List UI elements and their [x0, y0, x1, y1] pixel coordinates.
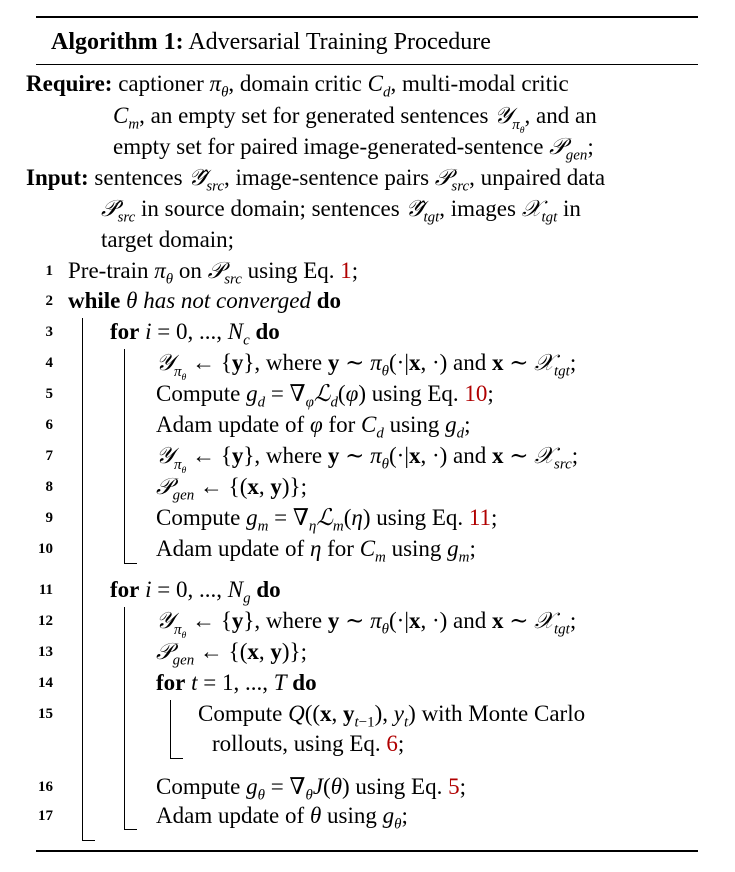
for-block-bar-1 [124, 349, 137, 564]
step-12: 𝒴$_{\pi_\theta}$ ← {y}, where y ∼ $\pi_\theta(\cdot|x$, ·) and x ∼ 𝒳$_{tgt}$; [156, 608, 577, 641]
require-line-1: Require: captioner $\pi_\theta$, domain critic $C_d$, multi-modal critic [26, 71, 569, 101]
line-number: 10 [38, 541, 53, 557]
line-number: 8 [45, 479, 53, 495]
step-14: for t = 1, ..., T do [156, 670, 317, 695]
for-block-bar-3 [170, 700, 183, 759]
algorithm-title [51, 29, 491, 56]
step-2: while θ has not converged do [68, 288, 342, 313]
line-number: 16 [38, 779, 53, 795]
input-line-2: $𝒫́_{src}$ in source domain; sentences $𝒴̂_{tgt}$, images 𝒳$_{tgt}$ in [101, 196, 581, 226]
step-15-line-1: Compute Q((x, $y_{t-1}$), $y_t$) with Monte Carlo [198, 701, 586, 731]
line-number: 17 [38, 808, 53, 824]
require-keyword: Require: [26, 71, 113, 96]
line-number: 7 [45, 448, 53, 464]
line-number: 3 [45, 324, 53, 340]
line-number: 2 [45, 293, 53, 309]
step-10: Adam update of η for $C_m$ using $g_m$; [156, 536, 476, 566]
step-11: for i = 0, ..., $N_g$ do [110, 577, 281, 607]
while-block-bar [82, 318, 95, 841]
bottom-rule [36, 850, 698, 852]
step-16: Compute $g_\theta = \nabla_\theta J(\theta)$ using Eq. 5; [156, 774, 466, 804]
step-9: Compute $g_m$ = $\nabla_\eta ℒ_m(\eta)$ using Eq. 11; [156, 505, 498, 535]
for-block-bar-2 [124, 607, 137, 830]
line-number: 12 [38, 613, 53, 629]
input-line-3: target domain; [101, 227, 235, 252]
require-line-3: empty set for paired image-generated-sentence 𝒫$_{gen}$; [113, 134, 594, 164]
step-7: 𝒴$_{\pi_\theta}$ ← {y}, where y ∼ $\pi_\theta(\cdot|x$, ·) and x ∼ 𝒳$_{src}$; [156, 443, 579, 476]
step-8: 𝒫$_{gen}$ ← {(x, y)}; [156, 474, 307, 504]
line-number: 1 [45, 263, 53, 279]
line-number: 5 [45, 386, 53, 402]
step-15-line-2: rollouts, using Eq. 6; [212, 731, 405, 756]
line-number: 9 [45, 510, 53, 526]
step-5: Compute $g_d$ = $\nabla_\varphi ℒ_d(\varphi)$ using Eq. 10; [156, 381, 494, 411]
step-3: for i = 0, ..., $N_c$ do [110, 319, 280, 349]
line-number: 4 [45, 355, 53, 371]
line-number: 15 [38, 706, 53, 722]
algorithm-name: Adversarial Training Procedure [188, 29, 491, 55]
input-line-1: Input: sentences $𝒴̂_{src}$, image-sentence pairs 𝒫$_{src}$, unpaired data [26, 165, 606, 195]
line-number: 14 [38, 675, 53, 691]
title-rule [36, 64, 698, 65]
step-1: Pre-train $\pi_\theta$ on 𝒫$_{src}$ using Eq. 1; [68, 258, 359, 288]
require-line-2: $C_m$, an empty set for generated sentences 𝒴$_{\pi_\theta}$, and an [113, 103, 597, 136]
step-4: 𝒴$_{\pi_\theta}$ ← {y}, where y ∼ $\pi_\theta(\cdot|x$, ·) and x ∼ 𝒳$_{tgt}$; [156, 350, 577, 383]
algorithm-label: Algorithm 1: [51, 29, 184, 55]
step-13: 𝒫$_{gen}$ ← {(x, y)}; [156, 639, 307, 669]
step-6: Adam update of φ for $C_d$ using $g_d$; [156, 412, 471, 442]
line-number: 11 [38, 582, 53, 598]
input-keyword: Input: [26, 165, 89, 190]
top-rule [36, 16, 698, 18]
step-17: Adam update of θ using $g_\theta$; [156, 803, 408, 833]
line-number: 13 [38, 644, 53, 660]
line-number: 6 [45, 417, 53, 433]
